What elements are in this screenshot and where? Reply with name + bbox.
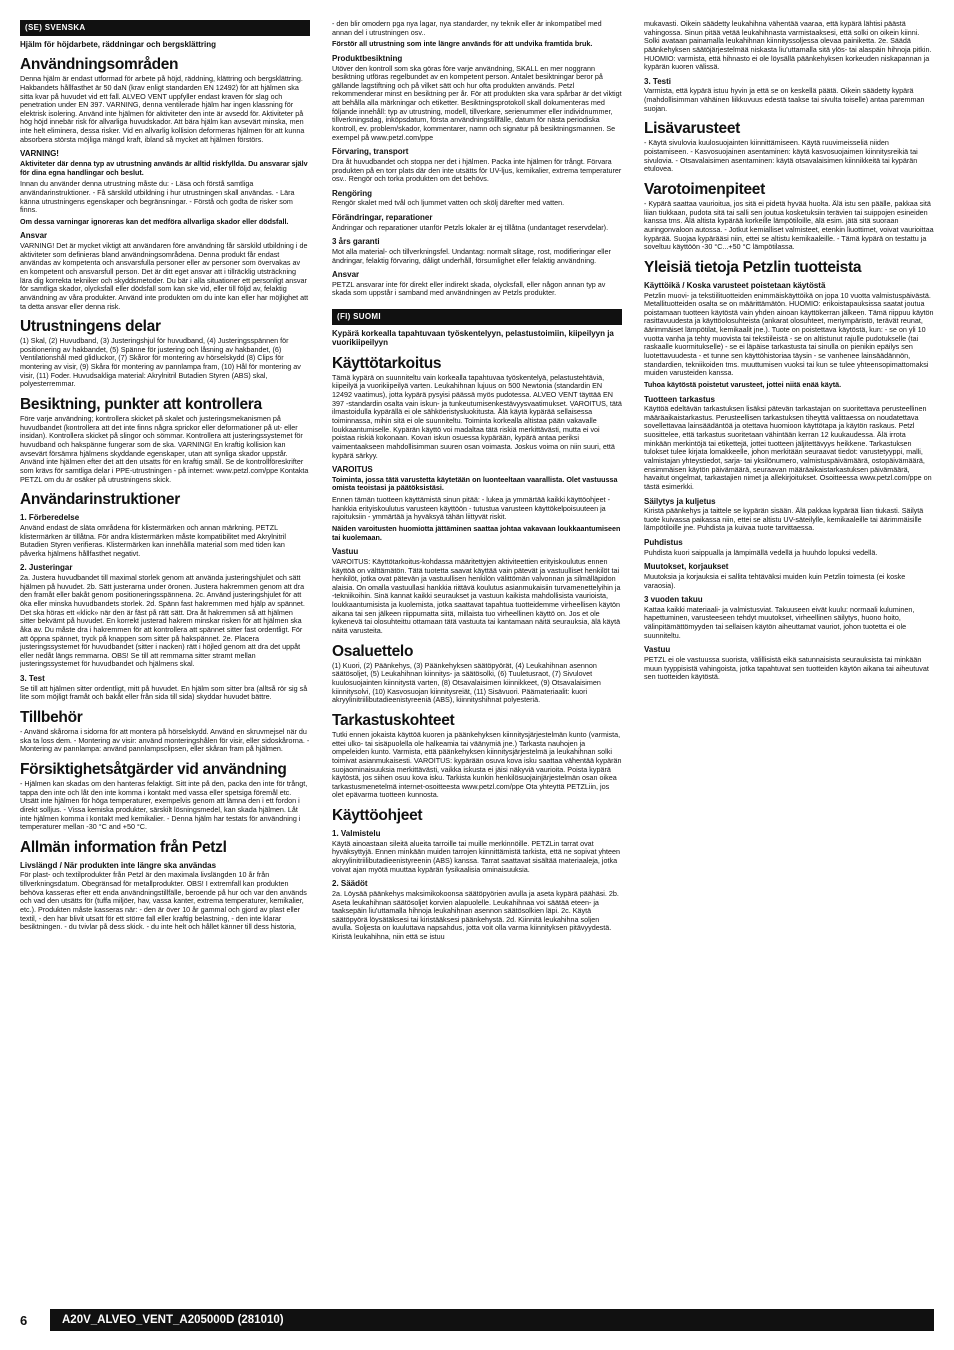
subsection-heading: Ansvar [332,270,360,280]
paragraph: VARNING! Det är mycket viktigt att användaren före användning får särskild utbildning i de aktiviteter som definieras bland användningsområdena. Denna produkt får endast användas av kompetenta och ansvarsfulla personer eller av personer som övervakas av en kompetent och ansvarsfull person. Det är ditt eget ansvar att i tillräcklig utsträckning lära dig korrekta tekniker och skyddsmetoder. Du bär i alla situationer ett personligt ansvar för samtliga skador, olycksfall eller dödsfall som kan ske vid, eller till följd av, felaktig användning av våra produkter. Använd inte produkten om du inte kan eller har möjlighet att ta detta ansvar eller denna risk. [20,241,309,311]
section-heading: Allmän information från Petzl [20,838,227,856]
product-subtitle: Hjälm för höjdarbete, räddningar och bergsklättring [20,39,217,49]
section-heading: Användningsområden [20,56,179,74]
page-number: 6 [20,1312,28,1328]
paragraph: Muutoksia ja korjauksia ei sallita tehtäväksi muiden kuin Petzlin toimesta (ei koske varaosia). [644,571,906,590]
paragraph: - den blir omodern pga nya lagar, nya standarder, ny teknik eller är inkompatibel med annan del i utrustningen osv.. [332,20,602,37]
paragraph: Denna hjälm är endast utformad för arbete på höjd, räddning, klättring och bergsklättring. Hakbandets hållfasthet är 50 daN (krav enligt standarden EN 12492) för att hjälmen ska sitta kvar på huvudet vid ett fall. ALVEO VENT uppfyller endast kraven för slag och penetration under EN 397. VARNING, denna ventilerade hjälm har ingen klassning för elektrisk isolering. Använd inte hjälmen för aktiviteter den inte är avsedd för. Aktiviteter på hög höjd innebär risk för allvarliga huvudskador. Att bära hjälm kan avsevärt minska, men inte helt eliminera, dessa risker. Vid en allvarlig kollision deformeras hjälmen för att kunna absorbera största möjliga mängd kraft, ibland så mycket att hjälmen förstörs. [20,74,305,144]
subsection-heading: Livslängd / När produkten inte längre ska användas [20,860,217,870]
paragraph: Tämä kypärä on suunniteltu vain korkealla tapahtuvaa työskentelyä, pelastustehtäviä, kiipeilyä ja vuorikiipeilyä varten. Leukahihnan lujuus on 500 Newtonia (standardin EN 12492 vaatimus), jotta kypärä pysyisi päässä myös pudotessa. ALVEO VENT täyttää EN 397 -standardin osalta vain iskun- ja tunkeutumisenkestävyysvaatimukset. VAROITUS, tätä ilmastoidulla kypärällä ei ole sähköeristysluokitusta. Älä käytä kypärää sellaisessa toiminnassa, mihin sitä ei ole suunniteltu. Toiminta korkealla altistaa pään vakavalle loukkaantumiselle. Kypärän käyttö voi madaltaa tätä riskiä merkittävästi, mutta ei voi poistaa riskiä kokonaan. Kovan iskun osuessa kypärään, kypärä antaa periksi vaimentaakseen mahdollisimman suuren osan voimasta. Joskus voima on niin suuri, että kypärä särkyy. [332,372,622,460]
paragraph: Använd endast de släta områdena för klistermärken och annan märkning. PETZL klistermärken är tillåtna. För andra klistermärken måste kompatibilitet med Akrylnitril Butadien Styren verifieras. Klistermärken kan innehålla material som med tiden kan påverka hjälmens hållfasthet negativt. [20,522,287,558]
section-heading: Yleisiä tietoja Petzlin tuotteista [644,258,862,276]
paragraph: Kattaa kaikki materiaali- ja valmistusviat. Takuuseen eivät kuulu: normaali kuluminen, hapettuminen, varusteeseen tehdyt muutokset, virheellinen säilytys, huono hoito, välinpitämättömyyden tai sellaisen käytön aiheuttamat vauriot, johon tuotetta ei ole suunniteltu. [644,604,915,640]
paragraph: Rengör skalet med tvål och ljummet vatten och skölj därefter med vatten. [332,198,565,208]
warning-paragraph: Aktiviteter där denna typ av utrustning används är alltid riskfyllda. Du ansvarar själv för dina egna handlingar och beslut. [20,158,308,177]
subsection-heading: Säilytys ja kuljetus [644,496,716,506]
subsection-heading: 2. Justeringar [20,563,73,573]
warning-paragraph: Näiden varoitusten huomiotta jättäminen saattaa johtaa vakavaan loukkaantumiseen tai kuolemaan. [332,524,621,542]
section-heading: Käyttöohjeet [332,807,423,825]
paragraph: - Käytä sivulovia kuulosuojainten kiinnittämiseen. Käytä ruuvimeisseliä niiden poistamiseen. - Kasvosuojainen asentaminen: käytä kasvosuojaimen kiinnitysreikiä tai sivulovia. - Otsavalaisimen asentaminen: käytä otsavalaisimen kiinnikkeitä tai kypärän etulovea. [644,138,918,174]
subsection-heading: 3 vuoden takuu [644,595,703,605]
language-header: (SE) SVENSKA [20,20,310,36]
subsection-heading: VAROITUS [332,465,373,475]
paragraph: (1) Kuori, (2) Päänkehys, (3) Päänkehyksen säätöpyörät, (4) Leukahihnan asennon säätösoljet, (5) Leukahihnan kiinnitys- ja säätösolki, (6) Tuuletusraot, (7) Sivulovet kuulosuojainten kiinnitystä varten, (8) Otsavalaisimen kiinnikkeet, (9) Otsavalaisimen kiinnitysolvi, (10) Kasvosuojan kiinnitysreiät, (11) Sisävuori. Päämateriaalit: kuori akryylinitriilibutadieenistyreeniä (ABS), kiinnityshihnat polyesteriä. [332,660,601,705]
paragraph: Innan du använder denna utrustning måste du: - Läsa och förstå samtliga användarinstruktioner. - Få särskild utbildning i hur utrustningen skall användas. - Lära känna utrustningens egenskaper och begränsningar. - Förstå och godta de risker som finns. [20,179,295,215]
section-heading: Utrustningens delar [20,318,161,336]
paragraph: - Hjälmen kan skadas om den hanteras felaktigt. Sitt inte på den, packa den inte för trångt, tappa den inte och låt den inte komma i kontakt med vassa eller spetsiga föremål etc. Utsätt inte hjälmen för höga temperaturer, exempelvis genom att lämna den i ett fordon i direkt solljus. - Vissa kemiska produkter, särskilt lösningsmedel, kan skada hjälmen. Låt inte hjälmen komma i kontakt med kemikalier. - Denna hjälm har testats för användning i temperaturer mellan -30 °C and +50 °C. [20,778,308,832]
warning-paragraph: Om dessa varningar ignoreras kan det medföra allvarliga skador eller dödsfall. [20,216,289,226]
paragraph: Ändringar och reparationer utanför Petzls lokaler är ej tillåtna (undantaget reservdelar). [332,222,609,232]
section-heading: Lisävarusteet [644,120,741,138]
subsection-heading: 1. Valmistelu [332,829,381,839]
spacer [332,301,622,309]
subsection-heading: VARNING! [20,149,59,159]
paragraph: - Kypärä saattaa vaurioitua, jos sitä ei pidetä hyvää huolta. Älä istu sen päälle, pakkaa sitä liian tiukkaan, pudota sitä tai salli sen joutua kosketuksiin terävien tai suippojen esineiden kanssa tms. Älä altista kypärää korkeille lämpötiloille, älä esim. jätä sitä suoraan auringonvaloon autossa. - Jotkut kemialliset valmisteet, etenkin liuottimet, voivat vaurioittaa kypärää. Suojaa kypärääsi niin, ettei se altistu kemikaaleille. - Tämä kypärä on testattu ja soveltuu käyttöön -30 °C...+50 °C lämpötilassa. [644,199,934,252]
paragraph: Kiristä päänkehys ja taittele se kypärän sisään. Älä pakkaa kypärää liian tiukasti. Säilytä tuote kuivassa paikassa niin, ettei se altistu UV-säteilylle, kemikaaleille tai äärimmäisille lämpötiloille jne. Puhdista ja kuivaa tuote tarvittaessa. [644,506,924,533]
subsection-heading: Förvaring, transport [332,147,409,157]
document-code: A20V_ALVEO_VENT_A205000D (281010) [50,1309,934,1331]
manual-page [20,20,934,1305]
page-footer [20,1309,934,1331]
section-heading: Varotoimenpiteet [644,180,765,198]
paragraph: PETZL ei ole vastuussa suorista, välillisistä eikä satunnaisista seurauksista tai minkään muun tyyppisistä vahingoista, jotka tapahtuvat sen tuotteiden käytön aikana tai aiheutuvat sen tuotteiden käytöstä. [644,654,929,682]
subsection-heading: Käyttöikä / Koska varusteet poistetaan käytöstä [644,280,826,290]
column-1 [20,20,310,1305]
paragraph: (1) Skal, (2) Huvudband, (3) Justeringshjul för huvudband, (4) Justeringsspännen för positionering av hakbandet, (5) Spänne för justering och låsning av hakbandet, (6) Ventilationshål med glidluckor, (7) Skåror för montering av hörselskydd (8) Clips för montering av visir, (9) Skåra för montering av pannlampa fram, (10) Hål för montering av visir, (11) Foder. Huvudsakliga material: Akrylnitril Butadien Styren (ABS) skal, polyesterremmar. [20,336,301,389]
paragraph: Puhdista kuori saippualla ja lämpimällä vedellä ja huuhdo lopuksi vedellä. [644,547,878,557]
paragraph: Käytä ainoastaan sileitä alueita tarroille tai muille merkinnöille. PETZLin tarrat ovat hyväksyttyjä. Ennen minkään muiden tarrojen kiinnittämistä tarkista, että ne sopivat yhteen akryylinitriilibutadieenistyreenin (ABS) kanssa. Tarrat saattavat sisältää materiaaleja, jotka voivat ajan myötä muuttaa kypärän fysikaalisia ominaisuuksia. [332,838,621,874]
warning-paragraph: Förstör all utrustning som inte längre används för att undvika framtida bruk. [332,39,593,49]
subsection-heading: Vastuu [644,645,671,655]
paragraph: Käyttöä edeltävän tarkastuksen lisäksi pätevän tarkastajan on suoritettava perusteellinen määräaikaistarkastus. Perusteellisen tarkastuksen tiheyttä valittaessa on noudatettava sovellettavaa lainsäädäntöä ja otettava huomioon käyttötapa ja käytön raskaus. Petzl suosittelee, että tarkastus suoritetaan vähintään kerran 12 kuukaudessa. Älä irrota minkään merkintöjä tai etikettejä, jottei tuotteen jäljitettävyys heikkene. Tarkastuksen tulokset tulee kirjata lomakkeelle, johon merkitään seuraavat tiedot: varustetyyppi, malli, valmistajan yhteystiedot, sarja- tai yksilönumero, valmistuspäivämäärä, ostopäivämäärä, ensimmäisen käytön päivämäärä, seuraavan määräaikaistarkastuksen päivämäärä, havaitut ongelmat, tarkastajien nimet ja allekirjoitukset. Osoitteessa www.petzl.com/ppe on tästä esimerkki. [644,404,932,491]
paragraph: PETZL ansvarar inte för direkt eller indirekt skada, olycksfall, eller någon annan typ av skada som uppstår i samband med användningen av Petzls produkter. [332,279,606,298]
paragraph: Utöver den kontroll som ska göras före varje användning, SKALL en mer noggrann besiktning utföras regelbundet av en kompetent person. Antalet besiktningar beror på gällande lagstiftning och på vilket sätt och hur ofta produkten används. Petzl rekommenderar minst en besiktning per år. För att produkten ska vara spårbar är det viktigt att behålla alla märkningar och etiketter. Besiktningsprotokoll skall dokumenteras med följande innehåll: typ av utrustning, modell, tillverkare, serienummer eller individnummer, tillverkningsdag, inköpsdatum, första användningstillfälle, datum för nästa periodiska kontroll, ev. problem/skador, kommentarer, namn och signatur på besiktningsmannen. Se exempel på www.petzl.com/ppe [332,63,622,142]
paragraph: Se till att hjälmen sitter ordentligt, mitt på huvudet. En hjälm som sitter bra (alltså rör sig så lite som möjligt framåt och bakåt eller från sida till sida) skyddar huvudet bättre. [20,683,308,702]
column-3 [644,20,934,1305]
subsection-heading: Muutokset, korjaukset [644,562,729,572]
subsection-heading: Puhdistus [644,538,683,548]
subsection-heading: Tuotteen tarkastus [644,394,715,404]
subsection-heading: Ansvar [20,231,48,241]
subsection-heading: Vastuu [332,547,359,557]
paragraph: - Använd skårorna i sidorna för att montera på hörselskydd. Använd en skruvmejsel när du ska ta loss dem. - Montering av visir: använd monteringshålen för visir, eller sidoskårorna. - Montering av pannlampa: använd pannlampsclipsen, eller skåran fram på hjälmen. [20,726,310,754]
paragraph: Varmista, että kypärä istuu hyvin ja että se on keskellä päätä. Oikein säädetty kypärä (mahdollisimman vähäinen liikkuvuus edestä taakse tai sivulta toiselle) antaa paremman suojan. [644,86,925,113]
subsection-heading: Rengöring [332,188,372,198]
subsection-heading: Produktbesiktning [332,53,403,63]
subsection-heading: 2. Säädöt [332,879,368,889]
subsection-heading: 1. Förberedelse [20,513,80,523]
product-subtitle: Kypärä korkealla tapahtuvaan työskentelyyn, pelastustoimiin, kiipeilyyn ja vuorikiipeilyyn [332,328,614,348]
paragraph: Mot alla material- och tillverkningsfel. Undantag: normalt slitage, rost, modifieringar eller ändringar, felaktig förvaring, dåligt underhåll, försumlighet eller felaktig användning. [332,246,611,265]
section-heading: Tillbehör [20,708,83,726]
paragraph: Före varje användning; kontrollera skicket på skalet och justeringsmekanismen på huvudbandet (kontrollera att det inte finns några sprickor eller deformationer på ut- eller insidan). Kontrollera skicket på slingor och sömmar. Kontrollera att justeringssystemet för huvudband och hakspänne fungerar som de ska. VARNING! En kraftig kollision kan avsevärt försämra hjälmens skyddande egenskaper, utan att synliga skador uppstår. Använd inte hjälmen efter det att den utsatts för en kraftig smäll. Se de kontrollföreskrifter som krävs för samtliga delar i PPE-utrustningen - på internet: www.petzl.com/ppe Kontakta PETZL om du är osäker på utrustningens skick. [20,414,309,484]
section-heading: Tarkastuskohteet [332,711,455,729]
language-header: (FI) SUOMI [332,309,622,325]
paragraph: mukavasti. Oikein säädetty leukahihna vähentää vaaraa, että kypärä lähtisi päästä vahingossa. Sinun pitää vetää leukahihnasta varmistaaksesi, että solki on oikein kiinni. Solki avataan painamalla leukahihnan kiinnityssoljessa olevaa painiketta. 2e. Säädä päänkehyksen säätöjärjestelmää niskasta liu'uttamalla sitä ylös- tai alaspäin hihnoja pitkin. HUOMIO: varmista, että hihnasto ei ole löysällä päänkehyksen korkeuden niskapannan ja kypärän kuoren välissä. [644,20,932,72]
paragraph: Petzlin muovi- ja tekstiilituotteiden enimmäiskäyttöikä on jopa 10 vuotta valmistuspäivästä. Metallituotteiden osalta se on määrittämätön. HUOMIO: erikoistapauksissa saatat joutua poistamaan tuotteen käytöstä vain yhden ainoan käyttökerran jälkeen. Tämä riippuu käytön rasittavuudesta ja käyttöolosuhteista (ankarat olosuhteet, meriympäristö, terävät reunat, äärimmäiset lämpötilat, kemikaalit jne.). Tuote on poistettava käytöstä, kun: - se on yli 10 vuotta vanha ja tehty muovista tai tekstiileistä - se on altistunut rajulle pudotukselle (tai raskaalle kuormitukselle) - se ei läpäise tarkastusta tai sinulla on pienikin epäilys sen luotettavuudesta - et tunne sen käyttöhistoriaa täysin - se vanhenee lainsäädännön, standardien, tekniikoiden tms. muuttumisen vuoksi tai kun se tulee yhteensopimattomaksi muiden varusteiden kanssa. [644,290,934,378]
column-2 [332,20,622,1305]
subsection-heading: 3 års garanti [332,237,380,247]
paragraph: Ennen tämän tuotteen käyttämistä sinun pitää: - lukea ja ymmärtää kaikki käyttöohjeet - hankkia erityiskoulutus varusteen käyttöön - tutustua varusteen käyttökelpoisuuteen ja rajoituksiin - ymmärtää ja hyväksyä tähän liittyvät riskit. [332,495,611,522]
subsection-heading: 3. Testi [644,76,671,86]
section-heading: Käyttötarkoitus [332,354,442,372]
paragraph: VAROITUS: Käyttötarkoitus-kohdassa määritettyjen aktiviteettien erityiskoulutus ennen käyttöä on välttämätön. Tätä tuotetta saavat käyttää vain pätevät ja vastuulliset henkilöt tai henkilöt, jotka ovat pätevän ja vastuullisen henkilön välittömän valvonnan ja silmälläpidon alaisia. On omalla vastuullasi hankkia riittävä koulutus asianmukaisiin turvamenettelyihin ja -tekniikoihin. Sinä kannat kaikki seuraukset ja vastuun kaikista mahdollisista vaurioista, loukkaantumisista ja kuolemista, jotka saattavat tapahtua tuotteidemme virheellisen käytön aikana tai sen jälkeen riippumatta siitä, millaista tuo virheellinen käyttö on. Jos et ole kykenevä tai olosuhteittu ottamaan tätä vastuuta tai kantamaan näitä seurauksia, älä käytä näitä varusteita. [332,556,621,636]
paragraph: För plast- och textilprodukter från Petzl är den maximala livslängden 10 år från tillverkningsdatum. Obegränsad för metallprodukter. OBS! I extremfall kan produkten behöva kasseras efter ett enda användningstillfälle, beroende på hur och var den används och vad den utsätts för (tuffa miljöer, hav, vassa kanter, extrema temperaturer, kemikalier, etc.). Produkten måste kasseras när: - den är över 10 år gammal och gjord av plast eller textil, - den har blivit utsatt för ett större fall eller kraftig belastning, - den inte klarar besiktningen. - du tvivlar på dess skick. - du inte helt och hållet känner till dess historia, [20,870,307,932]
paragraph: Tutki ennen jokaista käyttöä kuoren ja päänkehyksen kiinnitysjärjestelmän kunto (varmista, ettei ulko- tai sisäpuolella ole halkeamia tai väänymiä jne.) Tarkasta nauhojen ja ompeleiden kunto. Varmista, että päänkehyksen kiinnitysjärjestelmä ja leukahihnan solki toimivat asianmukaisesti. VAROITUS: kypärään osuva kova isku saattaa vähentää kypärän suojaominaisuuksia merkittävästi, vaikka iskusta ei jäisi näkyviä vaurioita. Poista kypärä käytöstä, jos siihen osuu kova isku. Tarkista kunkin henkilösuojainjärjestelmän osan oikea tarkastusmenetelmä internet-osoitteesta www.petzl.com/ppe Ota yhteyttä PETZLiin, jos olet epävarma tuotteen kunnosta. [332,729,622,800]
subsection-heading: 3. Test [20,674,45,684]
warning-paragraph: Tuhoa käytöstä poistetut varusteet, jottei niitä enää käytä. [644,379,842,389]
section-heading: Osaluettelo [332,642,414,660]
warning-paragraph: Toiminta, jossa tätä varustetta käytetään on luonteeltaan vaarallista. Olet vastuussa omista teoistasi ja päätöksistäsi. [332,474,618,493]
section-heading: Användarinstruktioner [20,491,180,509]
paragraph: Dra åt huvudbandet och stoppa ner det i hjälmen. Packa inte hjälmen för trångt. Förvara produkten på en torr plats där den inte utsätts för UV-ljus, kemikalier, extrema temperaturer osv.. Rengör och torka produkten om det behövs. [332,156,622,184]
section-heading: Besiktning, punkter att kontrollera [20,396,262,414]
section-heading: Försiktighetsåtgärder vid användning [20,760,287,778]
paragraph: 2a. Löysää päänkehys maksimikokoonsa säätöpyörien avulla ja aseta kypärä päähäsi. 2b. Aseta leukahihnan säätösoljet korvien alapuolelle. Leukahihnaa voi säätää eteen- ja taaksepäin liu'uttamalla hihnoja leukahihnan asennon säätösolkien läpi. 2c. Käytä säätöpyörä löysätäksesi tai kiristääksesi päänkehystä. 2d. Kiinnitä leukahihna soljen avulla. Soljesta on kuuluttava napsahdus, jotta voit olla varma kiinnityksen pitävyydestä. Kiristä leukahihna, niin että se istuu [332,888,619,942]
paragraph: 2a. Justera huvudbandet till maximal storlek genom att använda justeringshjulet och sätt hjälmen på huvudet. 2b. Sätt justerarna under öronen. Justera hakremmen genom att dra den framåt eller bakåt genom positioneringsspännena. 2c. Använd justeringshjulet för att öka eller minska huvudbandets storlek. 2d. Spänn fast hakremmen med hjälp av spännet. Det ska höras ett «klick» när den är fäst på rätt sätt. Dra åt hakremmen så att hjälmen sitter bekvämt på huvudet. En korrekt justerad hakrem minskar risken för att hjälmen ska åka av. Du måste dra i hakremmen för att kontrollera att spännet sitter fast ordentligt. För att öppna spännet, tryck på knappen som sitter på hakspännet. 2e. Placera justeringssystemet för huvudbandet (sitter i nacken) rätt i höjled genom att dra det uppåt eller nedåt längs remmarna. OBS! Se till att remmarna sitter stramt mellan justeringssystemet för huvudbandet och hjälmens skal. [20,573,305,669]
subsection-heading: Förändringar, reparationer [332,213,433,223]
